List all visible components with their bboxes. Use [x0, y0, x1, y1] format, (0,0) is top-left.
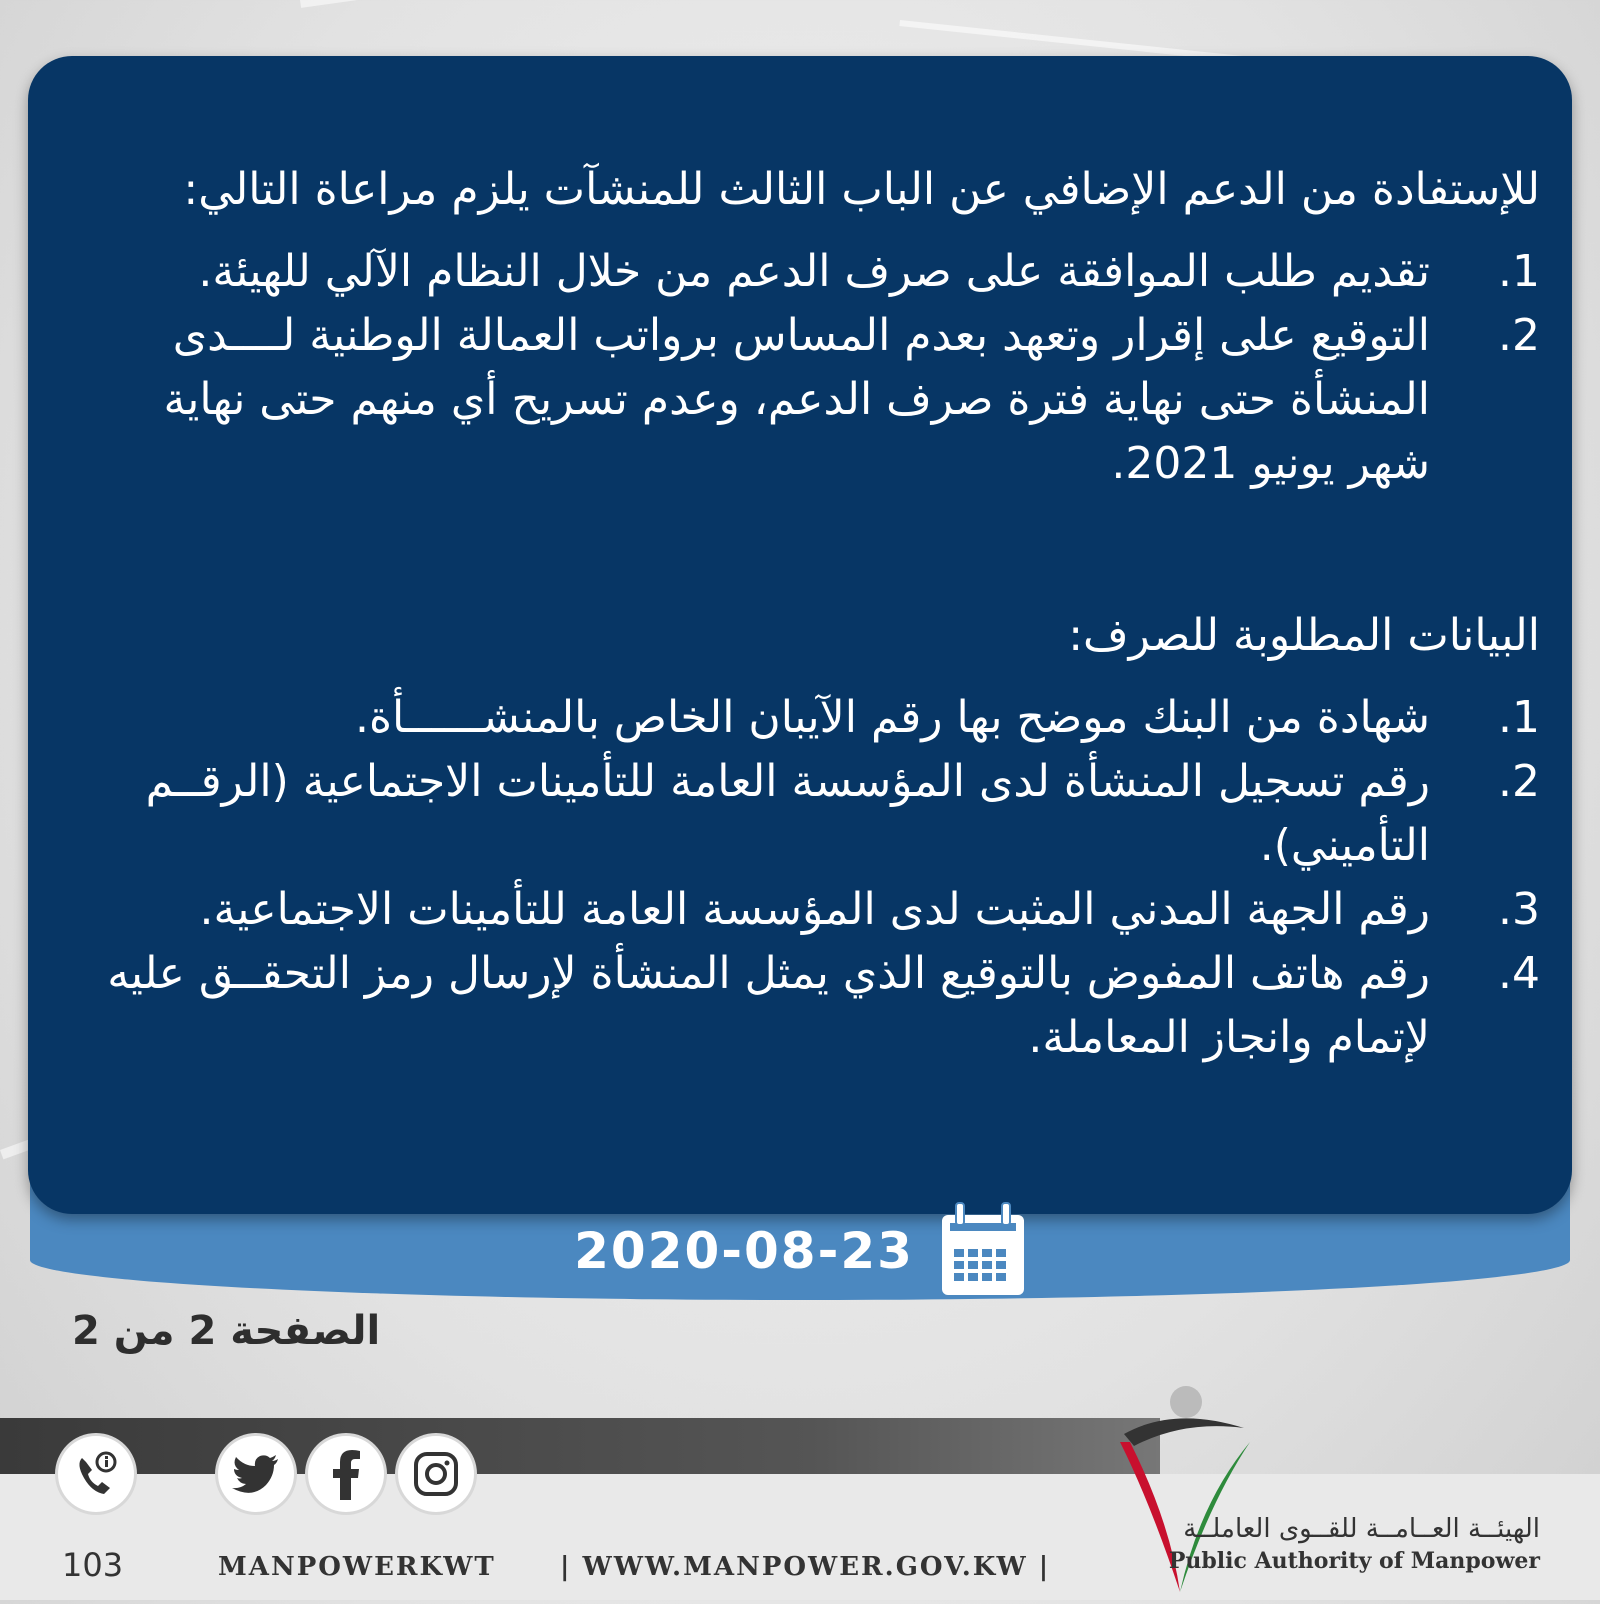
- org-name-english: Public Authority of Manpower: [1168, 1548, 1540, 1574]
- calendar-icon: [940, 1201, 1026, 1301]
- card-content: [60, 158, 1540, 1070]
- info-phone-icon[interactable]: [58, 1436, 134, 1512]
- list-item: [60, 686, 1540, 750]
- section-heading-eligibility: للإستفادة من الدعم الإضافي عن الباب الثالث للمنشآت يلزم مراعاة التالي:: [183, 164, 1540, 215]
- date-label: 2020-08-23: [574, 1222, 914, 1280]
- instagram-icon[interactable]: [398, 1436, 474, 1512]
- list-number: 4.: [1498, 948, 1540, 999]
- list-item: [60, 240, 1540, 304]
- website-link[interactable]: | WWW.MANPOWER.GOV.KW |: [560, 1552, 1051, 1582]
- twitter-icon[interactable]: [218, 1436, 294, 1512]
- list-text: التوقيع على إقرار وتعهد بعدم المساس برواتب العمالة الوطنية لــــدى المنشأة حتى نهاية فترة صرف الدعم، وعدم تسريح أي منهم حتى نهاية شهر يونيو 2021.: [163, 310, 1430, 489]
- social-handle[interactable]: MANPOWERKWT: [218, 1552, 496, 1582]
- list-number: 3.: [1498, 884, 1540, 935]
- org-name-arabic: الهيئــة العــامــة للقــوى العاملــة: [1183, 1514, 1540, 1544]
- section-heading-required-data: البيانات المطلوبة للصرف:: [1068, 610, 1540, 661]
- page-indicator: الصفحة 2 من 2: [72, 1308, 381, 1354]
- list-text: شهادة من البنك موضح بها رقم الآيبان الخاص بالمنشــــــأة.: [355, 692, 1430, 743]
- list-item: [60, 942, 1540, 1070]
- list-item: [60, 750, 1540, 878]
- list-number: 1.: [1498, 692, 1540, 743]
- list-number: 1.: [1498, 246, 1540, 297]
- background-streak: [300, 0, 816, 8]
- footer-band: [0, 1418, 1160, 1474]
- list-number: 2.: [1498, 310, 1540, 361]
- list-number: 2.: [1498, 756, 1540, 807]
- list-item: [60, 878, 1540, 942]
- list-text: رقم الجهة المدني المثبت لدى المؤسسة العامة للتأمينات الاجتماعية.: [199, 884, 1430, 935]
- list-text: تقديم طلب الموافقة على صرف الدعم من خلال النظام الآلي للهيئة.: [198, 246, 1430, 297]
- facebook-icon[interactable]: [308, 1436, 384, 1512]
- hotline-number: 103: [62, 1546, 124, 1584]
- list-text: رقم هاتف المفوض بالتوقيع الذي يمثل المنشأة لإرسال رمز التحقــق عليه لإتمام وانجاز المعاملة.: [107, 948, 1430, 1063]
- list-text: رقم تسجيل المنشأة لدى المؤسسة العامة للتأمينات الاجتماعية (الرقــم التأميني).: [145, 756, 1430, 871]
- list-item: [60, 304, 1540, 496]
- date-row: [0, 1196, 1600, 1306]
